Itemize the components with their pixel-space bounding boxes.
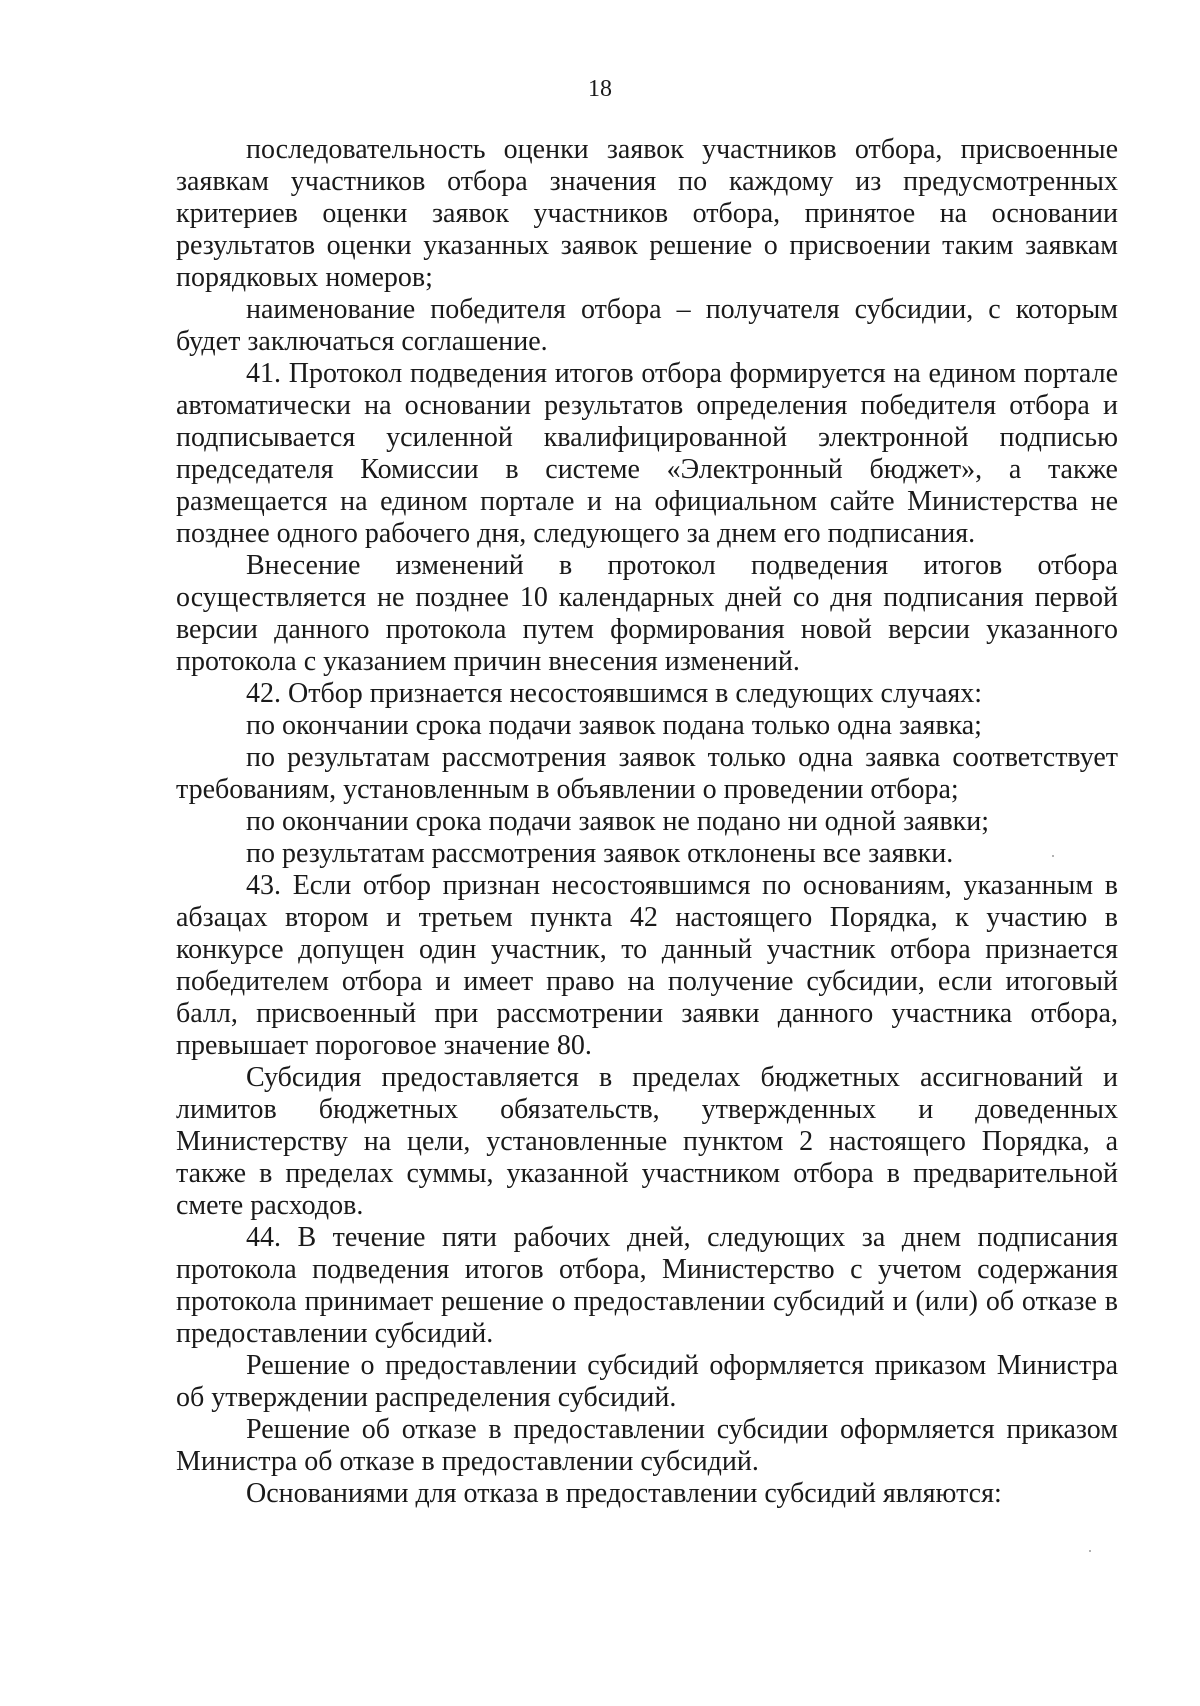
document-body xyxy=(176,134,1118,1510)
paragraph-clause-42: 42. Отбор признается несостоявшимся в следующих случаях: xyxy=(246,678,983,709)
paragraph-subsidy-limits: Субсидия предоставляется в пределах бюджетных ассигнований и лимитов бюджетных обязательств, утвержденных и доведенных Министерству на цели, установленные пунктом 2 настоящего Порядка, а также в пределах суммы, указанной участником отбора в предварительной смете расходов. xyxy=(176,1062,1118,1221)
paragraph-winner-name: наименование победителя отбора – получателя субсидии, с которым будет заключаться соглашение. xyxy=(176,294,1118,357)
paragraph-refusal-decision: Решение об отказе в предоставлении субсидии оформляется приказом Министра об отказе в предоставлении субсидий. xyxy=(176,1414,1118,1477)
page-number: 18 xyxy=(588,76,612,102)
paragraph-case-no-applications: по окончании срока подачи заявок не подано ни одной заявки; xyxy=(246,806,990,837)
paragraph-case-one-compliant: по результатам рассмотрения заявок только одна заявка соответствует требованиям, установленным в объявлении о проведении отбора; xyxy=(176,742,1118,805)
paragraph-protocol-changes: Внесение изменений в протокол подведения итогов отбора осуществляется не позднее 10 календарных дней со дня подписания первой версии данного протокола путем формирования новой версии указанного протокола с указанием причин внесения изменений. xyxy=(176,550,1118,677)
paragraph-clause-43: 43. Если отбор признан несостоявшимся по основаниям, указанным в абзацах втором и третьем пункта 42 настоящего Порядка, к участию в конкурсе допущен один участник, то данный участник отбора признается победителем отбора и имеет право на получение субсидии, если итоговый балл, присвоенный при рассмотрении заявки данного участника отбора, превышает пороговое значение 80. xyxy=(176,870,1118,1061)
paragraph-criteria-continuation: последовательность оценки заявок участников отбора, присвоенные заявкам участников отбора значения по каждому из предусмотренных критериев оценки заявок участников отбора, принятое на основании результатов оценки указанных заявок решение о присвоении таким заявкам порядковых номеров; xyxy=(176,134,1118,293)
scan-speck xyxy=(1089,1550,1091,1552)
paragraph-grant-decision: Решение о предоставлении субсидий оформляется приказом Министра об утверждении распределения субсидий. xyxy=(176,1350,1118,1413)
paragraph-clause-44: 44. В течение пяти рабочих дней, следующих за днем подписания протокола подведения итогов отбора, Министерство с учетом содержания протокола принимает решение о предоставлении субсидий и (или) об отказе в предоставлении субсидий. xyxy=(176,1222,1118,1349)
paragraph-case-all-rejected: по результатам рассмотрения заявок отклонены все заявки. xyxy=(246,838,954,869)
paragraph-refusal-grounds: Основаниями для отказа в предоставлении субсидий являются: xyxy=(246,1478,1002,1509)
paragraph-case-one-application: по окончании срока подачи заявок подана только одна заявка; xyxy=(246,710,982,741)
paragraph-clause-41: 41. Протокол подведения итогов отбора формируется на едином портале автоматически на основании результатов определения победителя отбора и подписывается усиленной квалифицированной электронной подписью председателя Комиссии в системе «Электронный бюджет», а также размещается на едином портале и на официальном сайте Министерства не позднее одного рабочего дня, следующего за днем его подписания. xyxy=(176,358,1118,549)
scan-speck xyxy=(1052,855,1054,857)
